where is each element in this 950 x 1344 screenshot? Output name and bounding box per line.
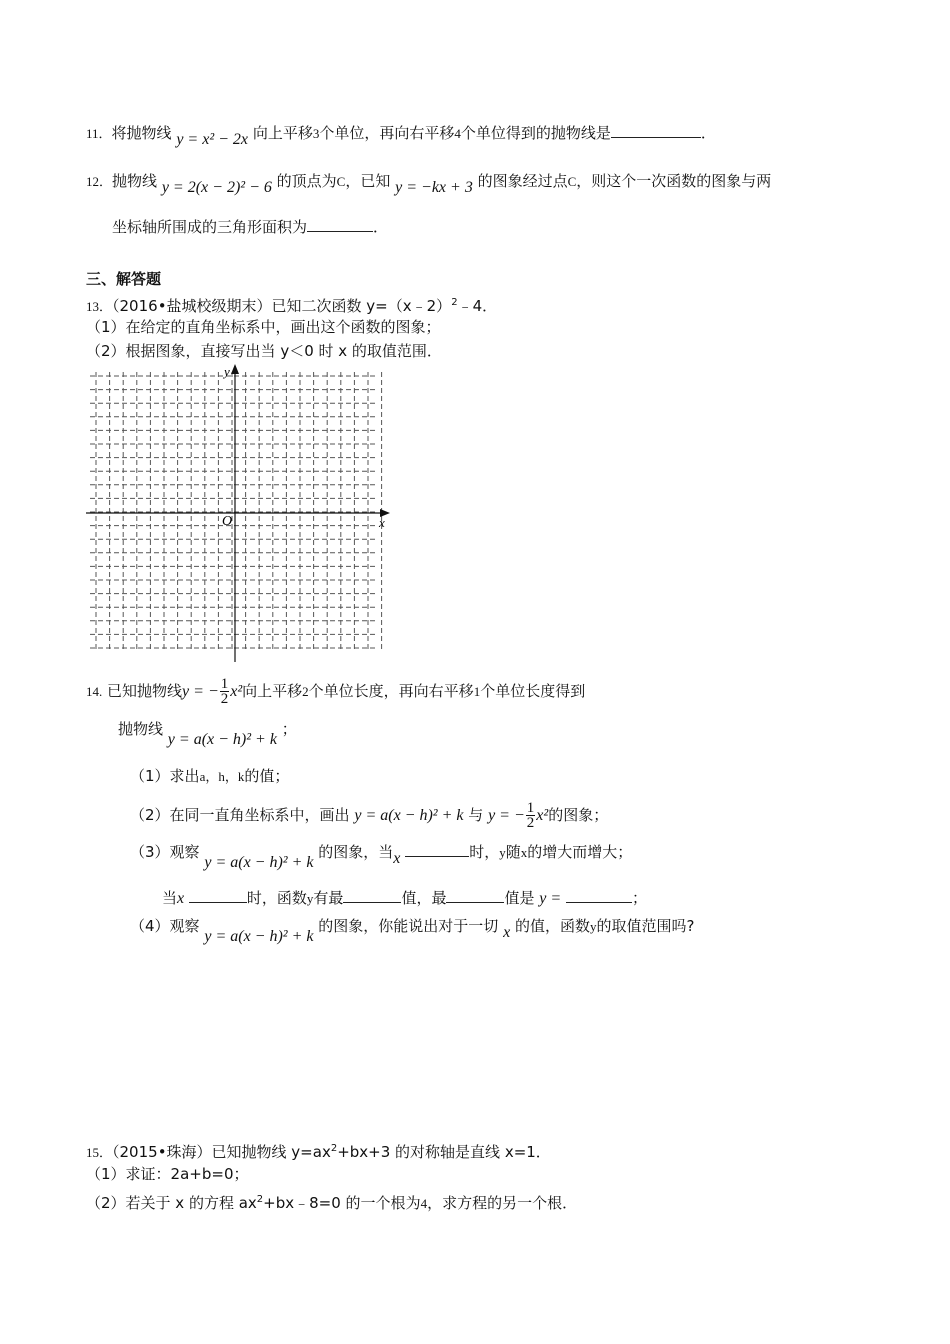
- q14-p4-num: （4）: [130, 917, 170, 935]
- q14-p1-text: 求出: [169, 767, 200, 785]
- q14-part1: [130, 765, 289, 788]
- q14-text4: 个单位长度得到: [480, 682, 586, 700]
- q14-n2: 1: [473, 684, 481, 699]
- q14-p3b-text2: 时，函数: [246, 889, 307, 907]
- q14-part4: [130, 915, 695, 945]
- q14-line2: [118, 718, 297, 748]
- q14-part3b: [162, 887, 647, 910]
- coordinate-grid[interactable]: [86, 362, 396, 662]
- q12-text5: ，则这个一次函数的图象与两: [576, 172, 772, 190]
- q14-p3-blank[interactable]: [405, 842, 469, 857]
- q11-answer-blank[interactable]: [611, 123, 701, 138]
- q12-end: ．: [373, 218, 389, 236]
- q14-p3-y: y: [499, 845, 506, 860]
- q14-p2-text2: 与: [468, 806, 484, 824]
- q12-number: 12．: [86, 174, 113, 189]
- q12-answer-blank[interactable]: [307, 217, 373, 232]
- q15-part1: （1）求证：2a+b=0；: [86, 1165, 249, 1183]
- q14-text1: 已知抛物线: [107, 682, 183, 700]
- q14-p4-text2: 的图象，你能说出对于一切: [318, 917, 499, 935]
- q14-p3b-end: ；: [631, 889, 647, 907]
- q14-p3b-text3: 有最: [313, 889, 344, 907]
- q14-p3-text4: 随: [505, 843, 521, 861]
- q15-p2-sup: 2: [256, 1194, 264, 1205]
- q11-n2: 4: [454, 126, 461, 141]
- question-12-line2: [112, 216, 388, 238]
- q14-p4-x: x: [503, 924, 511, 941]
- q15-p2-text1: （2）若关于 x 的方程 ax: [86, 1194, 257, 1212]
- q14-p3b-y: y: [306, 891, 314, 906]
- q14-fraction: [220, 677, 230, 706]
- q12-text1: 抛物线: [112, 172, 158, 190]
- q14-p1-num: （1）: [130, 767, 170, 785]
- y-axis-arrow: [231, 364, 239, 374]
- q14-p3b-blank2[interactable]: [343, 888, 401, 903]
- q11-text3: 个单位，再向右平移: [319, 124, 455, 142]
- q13-number: 13．: [86, 299, 113, 314]
- q14-line2-text: 抛物线: [118, 720, 164, 738]
- q11-n1: 3: [312, 126, 320, 141]
- q14-p3-x: x: [393, 850, 401, 867]
- q14-p2-num: （2）: [130, 806, 170, 824]
- grid-lines: [90, 372, 382, 652]
- q13-text-end: ﹣4．: [457, 297, 498, 315]
- q14-formula2: y = a(x − h)² + k: [167, 731, 277, 748]
- q15-text2: +bx+3 的对称轴是直线 x=1．: [337, 1143, 551, 1161]
- q13-part2: （2）根据图象，直接写出当 y＜0 时 x 的取值范围．: [86, 342, 442, 360]
- q14-p4-y: y: [589, 919, 597, 934]
- q11-number: 11．: [86, 126, 112, 141]
- q14-p2-formula: y = a(x − h)² + k: [354, 807, 464, 824]
- q14-p2-frac-num: 1: [526, 800, 535, 816]
- q14-p3-x2: x: [520, 845, 528, 860]
- q14-part3: [130, 841, 633, 871]
- q12-text2: 的顶点为: [276, 172, 337, 190]
- q14-p3b-blank4[interactable]: [566, 888, 632, 903]
- q12-line2-text: 坐标轴所围成的三角形面积为: [112, 218, 308, 236]
- q14-line2-end: ；: [281, 720, 297, 738]
- q14-p4-text1: 观察: [169, 917, 200, 935]
- q13-sup: 2: [451, 297, 458, 308]
- q14-p1-end: 的值；: [244, 767, 290, 785]
- q14-frac-num: 1: [220, 676, 229, 692]
- q15-p2-text2: +bx﹣8=0 的一个根为: [263, 1194, 421, 1212]
- q11-text4: 个单位得到的抛物线是: [460, 124, 611, 142]
- q12-formula1: y = 2(x − 2)² − 6: [161, 179, 272, 196]
- q14-p1-vars: a，h，k: [199, 769, 245, 784]
- q15-part2: [86, 1189, 577, 1215]
- q14-p2-frac-den: 2: [526, 815, 535, 831]
- q14-p4-formula: y = a(x − h)² + k: [204, 928, 314, 945]
- q14-text2: 向上平移: [242, 682, 303, 700]
- q13-text: （2016•盐城校级期末）已知二次函数 y=（x﹣2）: [112, 297, 452, 315]
- q14-p2-formula-x: x²: [536, 807, 549, 824]
- question-11: [86, 122, 716, 148]
- q12-formula2: y = −kx + 3: [395, 179, 473, 196]
- y-axis-label: y: [224, 364, 230, 379]
- q14-p3-formula: y = a(x − h)² + k: [204, 854, 314, 871]
- q14-p2-formula-y: y = −: [488, 807, 525, 824]
- q14-p3-num: （3）: [130, 843, 170, 861]
- q14-p3b-text4: 值，最: [401, 889, 447, 907]
- origin-label: O: [222, 514, 233, 529]
- q14-formula-x: x²: [230, 683, 243, 700]
- q14-p3b-y-eq: y =: [539, 890, 562, 907]
- q12-point: C: [336, 174, 346, 189]
- q14-n1: 2: [302, 684, 309, 699]
- q14-part2: [130, 801, 608, 830]
- q14-p2-fraction: [526, 801, 536, 830]
- q14-p3b-text1: 当: [162, 889, 178, 907]
- q14-p2-end: 的图象；: [548, 806, 609, 824]
- q11-formula: y = x² − 2x: [176, 131, 249, 148]
- q14-p3b-blank3[interactable]: [446, 888, 504, 903]
- q14-p3b-blank1[interactable]: [189, 888, 247, 903]
- question-14: [86, 677, 585, 706]
- q14-p3-text5: 的增大而增大；: [527, 843, 633, 861]
- q14-p3-text2: 的图象，当: [318, 843, 394, 861]
- q12-text3: ，已知: [345, 172, 391, 190]
- q12-text4: 的图象经过点: [477, 172, 568, 190]
- q14-number: 14.: [86, 684, 103, 699]
- q14-p4-text4: 的取值范围吗?: [596, 917, 695, 935]
- q15-p2-number: 4: [420, 1196, 428, 1211]
- section-3-title: 三、解答题: [86, 270, 162, 288]
- q15-sup: 2: [330, 1143, 338, 1154]
- q14-p3-text3: 时，: [469, 843, 500, 861]
- x-axis-label: x: [379, 515, 385, 530]
- q14-formula-y: y = −: [182, 683, 219, 700]
- q12-point2: C: [567, 174, 577, 189]
- q11-end: ．: [700, 124, 716, 142]
- q13-part1: （1）在给定的直角坐标系中，画出这个函数的图象；: [86, 318, 441, 336]
- q11-text2: 向上平移: [252, 124, 313, 142]
- q14-p3b-text5: 值是: [504, 889, 535, 907]
- question-12: [86, 170, 772, 196]
- q14-p2-text1: 在同一直角坐标系中，画出: [169, 806, 350, 824]
- q14-frac-den: 2: [220, 691, 229, 707]
- q15-text1: （2015•珠海）已知抛物线 y=ax: [112, 1143, 331, 1161]
- q15-number: 15．: [86, 1145, 113, 1160]
- q11-text1: 将抛物线: [111, 124, 172, 142]
- q14-p3b-x: x: [177, 890, 185, 907]
- q14-text3: 个单位长度，再向右平移: [308, 682, 474, 700]
- question-13: [86, 292, 497, 318]
- q14-p3-text1: 观察: [169, 843, 200, 861]
- q14-p4-text3: 的值，函数: [514, 917, 590, 935]
- q15-p2-text3: ，求方程的另一个根．: [427, 1194, 578, 1212]
- question-15: [86, 1138, 551, 1164]
